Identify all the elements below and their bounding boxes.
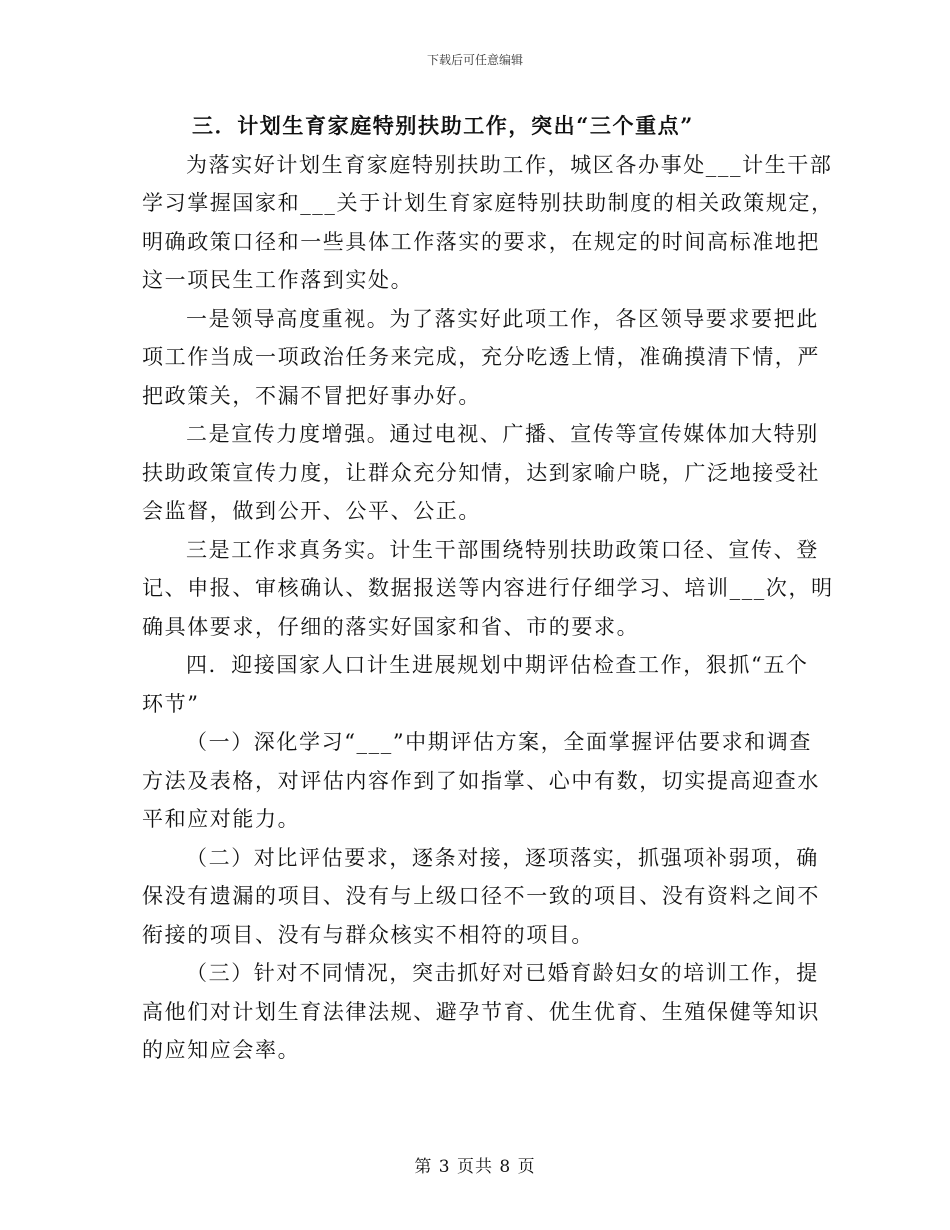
heading-line: 四．迎接国家人口计生进展规划中期评估检查工作，狠抓“五个	[186, 653, 809, 677]
paragraph-line: 会监督，做到公开、公平、公正。	[142, 499, 481, 523]
paragraph-line: 方法及表格，对评估内容作到了如指掌、心中有数，切实提高迎查水	[142, 768, 820, 793]
item-two-paragraph	[142, 839, 820, 955]
section-four-heading	[142, 646, 810, 723]
paragraph-line: 确具体要求，仔细的落实好国家和省、市的要求。	[142, 614, 640, 639]
paragraph-line: 二是宣传力度增强。通过电视、广播、宣传等宣传媒体加大特别	[186, 422, 819, 446]
paragraph-line: 记、申报、审核确认、数据报送等内容进行仔细学习、培训___次，明	[142, 576, 834, 600]
paragraph-line: 项工作当成一项政治任务来完成，充分吃透上情，准确摸清下情，严	[142, 345, 820, 369]
heading-line: 环节”	[142, 691, 200, 716]
paragraph-line: 学习掌握国家和___关于计划生育家庭特别扶助制度的相关政策规定，	[142, 191, 834, 215]
section-three-intro	[142, 146, 834, 300]
paragraph-line: 平和应对能力。	[142, 807, 301, 831]
point-one-paragraph	[142, 300, 820, 416]
paragraph-line: 衔接的项目、没有与群众核实不相符的项目。	[142, 922, 594, 947]
paragraph-line: 这一项民生工作落到实处。	[142, 268, 414, 292]
paragraph-line: 保没有遗漏的项目、没有与上级口径不一致的项目、没有资料之间不	[142, 884, 820, 908]
heading-line: 三．计划生育家庭特别扶助工作，突出“三个重点”	[192, 113, 694, 138]
paragraph-line: 高他们对计划生育法律法规、避孕节育、优生优育、生殖保健等知识	[142, 999, 820, 1024]
paragraph-line: （一）深化学习“___”中期评估方案，全面掌握评估要求和调查	[186, 730, 812, 754]
paragraph-line: 把政策关，不漏不冒把好事办好。	[142, 383, 481, 408]
paragraph-line: （三）针对不同情况，突击抓好对已婚育龄妇女的培训工作，提	[186, 961, 819, 985]
paragraph-line: 一是领导高度重视。为了落实好此项工作，各区领导要求要把此	[186, 306, 819, 331]
page-number: 第 3 页共 8 页	[414, 1157, 536, 1177]
document-body	[142, 107, 834, 1070]
item-one-paragraph	[142, 723, 820, 839]
paragraph-line: 为落实好计划生育家庭特别扶助工作，城区各办事处___计生干部	[186, 152, 833, 177]
paragraph-line: （二）对比评估要求，逐条对接，逐项落实，抓强项补弱项，确	[186, 845, 819, 870]
section-three-heading	[142, 107, 810, 146]
paragraph-line: 明确政策口径和一些具体工作落实的要求，在规定的时间高标准地把	[142, 229, 820, 254]
paragraph-line: 扶助政策宣传力度，让群众充分知情，达到家喻户晓，广泛地接受社	[142, 460, 820, 485]
page-header: 下载后可任意编辑	[426, 53, 523, 67]
point-three-paragraph	[142, 531, 834, 647]
paragraph-line: 三是工作求真务实。计生干部围绕特别扶助政策口径、宣传、登	[186, 537, 819, 562]
item-three-paragraph	[142, 954, 820, 1070]
point-two-paragraph	[142, 415, 820, 531]
paragraph-line: 的应知应会率。	[142, 1038, 301, 1062]
